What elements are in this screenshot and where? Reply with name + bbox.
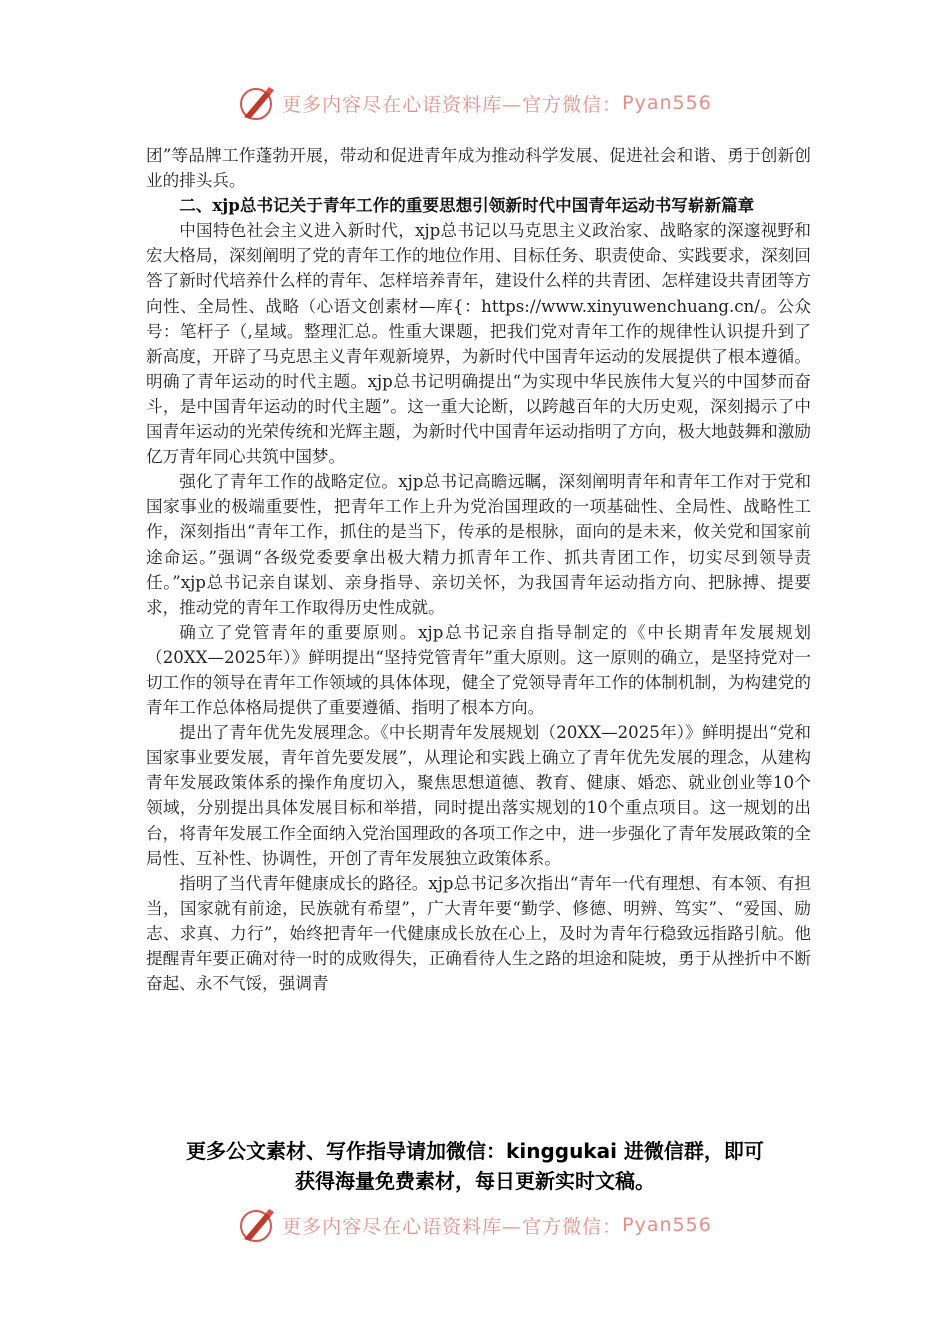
header-banner [0, 78, 950, 128]
paragraph: 提出了青年优先发展理念。《中长期青年发展规划（20XX—2025年）》鲜明提出“党和国家事业要发展，青年首先要发展”，从理论和实践上确立了青年优先发展的理念，从建构青年发展政策体系的操作角度切入，聚焦思想道德、教育、健康、婚恋、就业创业等10个领域，分别提出具体发展目标和举措，同时提出落实规划的10个重点项目。这一规划的出台，将青年发展工作全面纳入党治国理政的各项工作之中，进一步强化了青年发展政策的全局性、互补性、协调性，开创了青年发展独立政策体系。 [146, 723, 811, 868]
banner-text: 更多内容尽在心语资料库—官方微信： [282, 1215, 623, 1238]
section-heading: 二、xjp总书记关于青年工作的重要思想引领新时代中国青年运动书写崭新篇章 [179, 195, 755, 216]
paragraph: 确立了党管青年的重要原则。xjp总书记亲自指导制定的《中长期青年发展规划（20XX—2025年）》鲜明提出“坚持党管青年”重大原则。这一原则的确立，是坚持党对一切工作的领导在青年工作领域的具体体现，健全了党领导青年工作的体制机制，为构建党的青年工作总体格局提供了重要遵循、指明了根本方向。 [146, 622, 811, 718]
banner-text: 更多内容尽在心语资料库—官方微信： [282, 93, 623, 116]
footer-banner [0, 1200, 950, 1250]
paragraph: 中国特色社会主义进入新时代，xjp总书记以马克思主义政治家、战略家的深邃视野和宏大格局，深刻阐明了党的青年工作的地位作用、目标任务、职责使命、实践要求，深刻回答了新时代培养什么样的青年、怎样培养青年，建设什么样的共青团、怎样建设共青团等方向性、全局性、战略（心语文创素材—库{：https://www.xinyuwenchuang.cn/。公众号：笔杆子（,星域。整理汇总。性重大课题，把我们党对青年工作的规律性认识提升到了新高度，开辟了马克思主义青年观新境界，为新时代中国青年运动的发展提供了根本遵循。明确了青年运动的时代主题。xjp总书记明确提出“为实现中华民族伟大复兴的中国梦而奋斗，是中国青年运动的时代主题”。这一重大论断，以跨越百年的大历史观，深刻揭示了中国青年运动的光荣传统和光辉主题，为新时代中国青年运动指明了方向，极大地鼓舞和激励亿万青年同心共筑中国梦。 [146, 221, 811, 467]
banner-wechat-id: Pyan556 [622, 1214, 712, 1236]
pen-circle-logo-icon [238, 1205, 278, 1245]
paragraph: 强化了青年工作的战略定位。xjp总书记高瞻远瞩，深刻阐明青年和青年工作对于党和国家事业的极端重要性，把青年工作上升为党治国理政的一项基础性、全局性、战略性工作，深刻指出“青年工作，抓住的是当下，传承的是根脉，面向的是未来，攸关党和国家前途命运。”强调“各级党委要拿出极大精力抓青年工作、抓共青团工作，切实尽到领导责任。”xjp总书记亲自谋划、亲身指导、亲切关怀，为我国青年运动指方向、把脉搏、提要求，推动党的青年工作取得历史性成就。 [146, 472, 811, 617]
promo-line: 获得海量免费素材，每日更新实时文稿。 [295, 1169, 655, 1193]
promo-line: 更多公文素材、写作指导请加微信：kinggukai 进微信群，即可 [186, 1139, 764, 1163]
document-body [146, 143, 811, 996]
promo-notice [130, 1136, 820, 1196]
banner-wechat-id: Pyan556 [622, 92, 712, 114]
paragraph: 指明了当代青年健康成长的路径。xjp总书记多次指出“青年一代有理想、有本领、有担当，国家就有前途，民族就有希望”，广大青年要“勤学、修德、明辨、笃实”、“爱国、励志、求真、力行”，始终把青年一代健康成长放在心上，及时为青年行稳致远指路引航。他提醒青年要正确对待一时的成败得失，正确看待人生之路的坦途和陡坡，勇于从挫折中不断奋起、永不气馁，强调青 [146, 873, 811, 994]
paragraph: 团”等品牌工作蓬勃开展，带动和促进青年成为推动科学发展、促进社会和谐、勇于创新创业的排头兵。 [146, 146, 811, 191]
pen-circle-logo-icon [238, 83, 278, 123]
